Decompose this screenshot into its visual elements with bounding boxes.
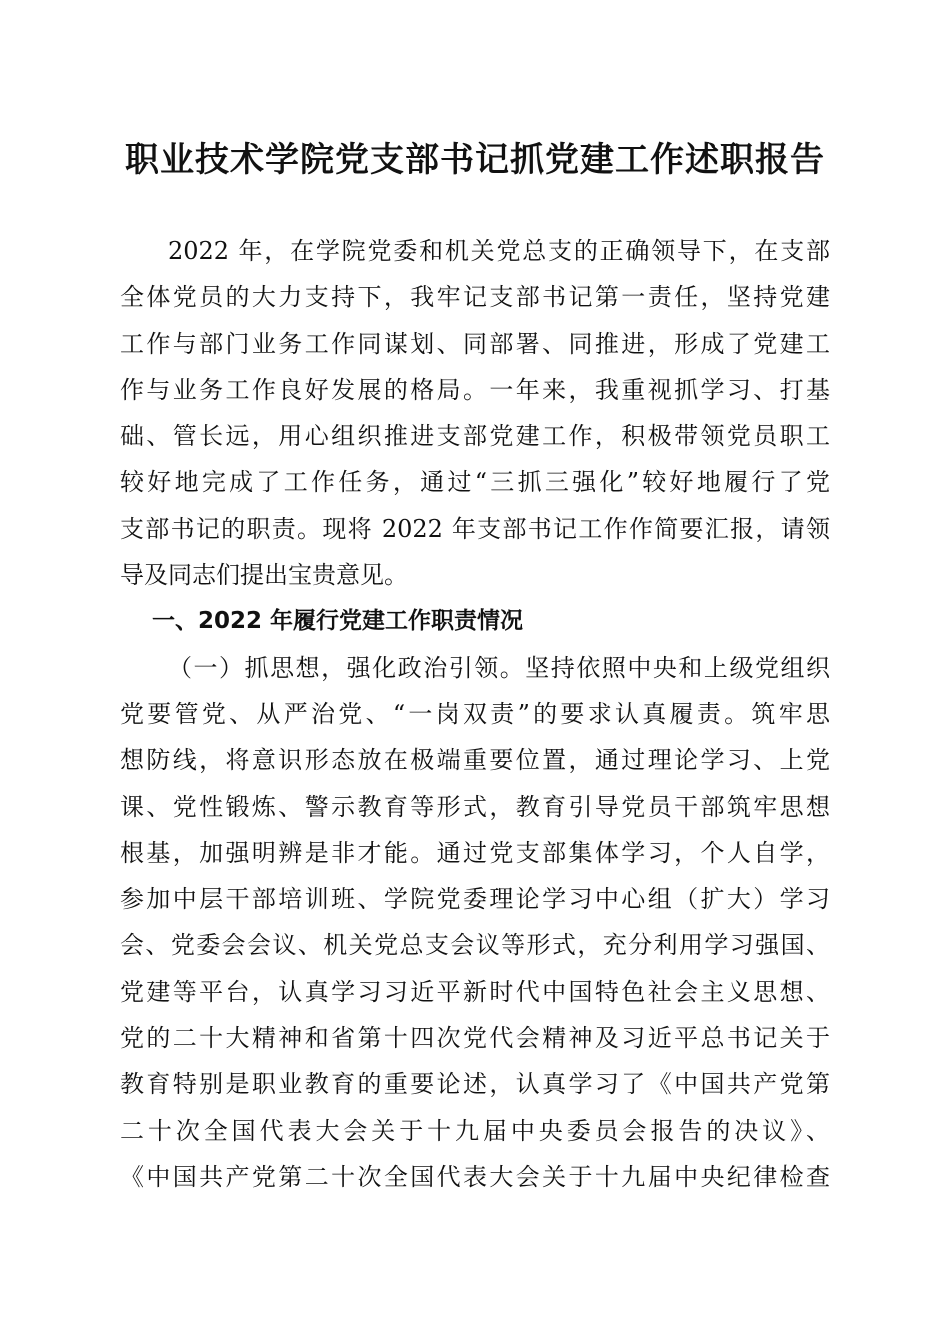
section-heading: 一、2022 年履行党建工作职责情况 bbox=[152, 608, 524, 635]
paragraph-line: 教育特别是职业教育的重要论述，认真学习了《中国共产党第 bbox=[120, 1070, 830, 1099]
subsection-first-line bbox=[120, 645, 830, 691]
subsection-label: （一）抓思想，强化政治引领。 bbox=[168, 653, 526, 682]
paragraph-line: 会、党委会会议、机关党总支会议等形式，充分利用学习强国、 bbox=[120, 931, 830, 960]
document-body bbox=[120, 228, 830, 1200]
paragraph-line: 党的二十大精神和省第十四次党代会精神及习近平总书记关于 bbox=[120, 1024, 830, 1053]
paragraph-line: 《中国共产党第二十次全国代表大会关于十九届中央纪律检查 bbox=[120, 1162, 830, 1191]
paragraph-line: 党要管党、从严治党、“一岗双责”的要求认真履责。筑牢思 bbox=[120, 699, 830, 728]
document-title: 职业技术学院党支部书记抓党建工作述职报告 bbox=[125, 140, 825, 180]
paragraph-line: 导及同志们提出宝贵意见。 bbox=[120, 561, 408, 590]
paragraph-line: 根基，加强明辨是非才能。通过党支部集体学习，个人自学， bbox=[120, 838, 830, 867]
paragraph-line: 参加中层干部培训班、学院党委理论学习中心组（扩大）学习 bbox=[120, 885, 830, 914]
paragraph-line: 二十次全国代表大会关于十九届中央委员会报告的决议》、 bbox=[120, 1116, 830, 1145]
paragraph-line: 支部书记的职责。现将 2022 年支部书记工作作简要汇报，请领 bbox=[120, 514, 830, 543]
paragraph-line: 2022 年，在学院党委和机关党总支的正确领导下，在支部 bbox=[168, 237, 830, 265]
paragraph-line: 党建等平台，认真学习习近平新时代中国特色社会主义思想、 bbox=[120, 977, 830, 1006]
paragraph-line: 课、党性锻炼、警示教育等形式，教育引导党员干部筑牢思想 bbox=[120, 792, 830, 821]
paragraph-line: 想防线，将意识形态放在极端重要位置，通过理论学习、上党 bbox=[120, 746, 830, 775]
paragraph-line: 较好地完成了工作任务，通过“三抓三强化”较好地履行了党 bbox=[120, 468, 830, 497]
paragraph-line: 全体党员的大力支持下，我牢记支部书记第一责任，坚持党建 bbox=[120, 283, 830, 312]
paragraph-line: 作与业务工作良好发展的格局。一年来，我重视抓学习、打基 bbox=[120, 375, 830, 404]
paragraph-line: 工作与部门业务工作同谋划、同部署、同推进，形成了党建工 bbox=[120, 329, 830, 358]
paragraph-line: 础、管长远，用心组织推进支部党建工作，积极带领党员职工 bbox=[120, 422, 830, 451]
paragraph-text: 坚持依照中央和上级党组织 bbox=[525, 653, 831, 682]
